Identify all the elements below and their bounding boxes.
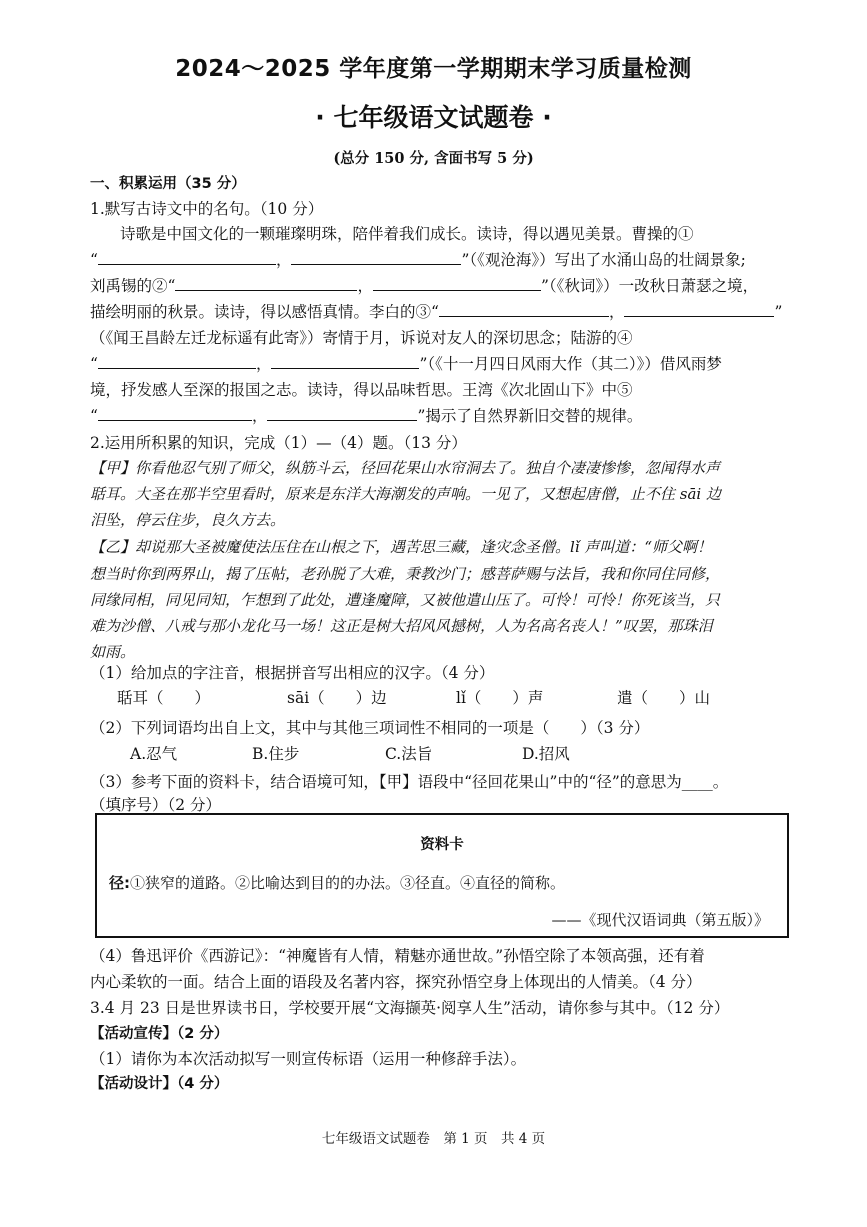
blank[interactable] (98, 352, 256, 369)
q2-sub1: （1）给加点的字注音，根据拼音写出相应的汉字。（4 分） (90, 664, 495, 682)
blank[interactable] (624, 300, 774, 317)
blank[interactable] (373, 274, 541, 291)
q1-line: “ ， ”（《十一月四日风雨大作（其二）》）借风雨梦 (90, 352, 722, 374)
blank[interactable] (175, 274, 357, 291)
q1-line: “ ， ”（《观沧海》）写出了水涌山岛的壮阔景象; (90, 248, 746, 270)
passage-jia-line: 【甲】你看他忍气别了师父，纵筋斗云，径回花果山水帘洞去了。独自个凄凄惨惨，忽闻得水声 (90, 459, 721, 477)
blank[interactable] (271, 352, 419, 369)
card-title: 资料卡 (420, 837, 464, 853)
blank[interactable] (291, 248, 461, 265)
passage-yi-line: 如雨。 (90, 643, 136, 661)
page-footer: 七年级语文试题卷 第 1 页 共 4 页 (321, 1131, 546, 1147)
activity-design-heading: 【活动设计】（4 分） (90, 1076, 229, 1092)
pinyin-item[interactable]: sāi（ ）边 (287, 689, 387, 707)
exam-subtitle: · 七年级语文试题卷 · (315, 103, 552, 132)
q1-line: 诗歌是中国文化的一颗璀璨明珠，陪伴着我们成长。读诗，得以遇见美景。曹操的① (120, 225, 694, 243)
passage-yi-line: 想当时你到两界山，揭了压帖，老孙脱了大难，秉教沙门；感菩萨赐与法旨，我和你同住同修， (90, 565, 721, 583)
score-note: (总分 150 分, 含面书写 5 分) (333, 150, 534, 167)
q2-sub2: （2）下列词语均出自上文，其中与其他三项词性不相同的一项是（ ）（3 分） (90, 719, 650, 737)
q1-line: 刘禹锡的②“ ， ”（《秋词》）一改秋日萧瑟之境， (90, 274, 758, 296)
passage-yi-line: 同缘同相，同见同知，乍想到了此处，遭逢魔障，又被他遣山压了。可怜！可怜！你死该当，只 (90, 591, 721, 609)
blank[interactable] (98, 248, 276, 265)
pinyin-item[interactable]: lǐ（ ）声 (456, 689, 544, 707)
q2-sub3: （填序号）（2 分） (90, 796, 222, 814)
q2-sub4: （4）鲁迅评价《西游记》：“神魔皆有人情，精魅亦通世故。”孙悟空除了本领高强，还有着 (90, 947, 705, 965)
blank[interactable] (439, 300, 609, 317)
q1-line: （《闻王昌龄左迁龙标遥有此寄》）寄情于月，诉说对友人的深切思念；陆游的④ (90, 329, 633, 347)
exam-title: 2024～2025 学年度第一学期期末学习质量检测 (175, 56, 692, 82)
blank[interactable] (98, 404, 252, 421)
q1-line: 境，抒发感人至深的报国之志。读诗，得以品味哲思。王湾《次北固山下》中⑤ (90, 381, 633, 399)
pinyin-item[interactable]: 聒耳（ ） (117, 689, 211, 707)
pinyin-item[interactable]: 遣（ ）山 (617, 689, 711, 707)
q2-sub4: 内心柔软的一面。结合上面的语段及名著内容，探究孙悟空身上体现出的人情美。（4 分） (90, 973, 702, 991)
reference-card (95, 813, 789, 938)
q3-sub1: （1）请你为本次活动拟写一则宣传标语（运用一种修辞手法）。 (90, 1050, 527, 1068)
blank[interactable] (267, 404, 417, 421)
q1-stem: 1.默写古诗文中的名句。（10 分） (90, 200, 324, 218)
passage-yi-line: 难为沙僧、八戒与那小龙化马一场！这正是树大招风风撼树，人为名高名丧人！”叹罢，那珠泪 (90, 617, 713, 635)
passage-yi-line: 【乙】却说那大圣被魔使法压住在山根之下，遇苦思三藏，逢灾念圣僧。lǐ 声叫道：“师父啊！ (90, 538, 713, 556)
passage-jia-line: 聒耳。大圣在那半空里看时，原来是东洋大海潮发的声响。一见了，又想起唐僧，止不住 sāi 边 (90, 485, 721, 503)
q3-stem: 3.4 月 23 日是世界读书日，学校要开展“文海撷英·阅享人生”活动，请你参与其中。（12 分） (90, 999, 730, 1017)
choice-option[interactable]: A.忍气 (130, 745, 178, 763)
q1-line: “ ， ”揭示了自然界新旧交替的规律。 (90, 404, 642, 426)
card-source: ——《现代汉语词典（第五版）》 (551, 911, 769, 929)
q2-sub3: （3）参考下面的资料卡，结合语境可知，【甲】语段中“径回花果山”中的“径”的意思为____。 (90, 773, 729, 791)
passage-jia-line: 泪坠，停云住步，良久方去。 (90, 511, 286, 529)
card-definition: 径:①狭窄的道路。②比喻达到目的的办法。③径直。④直径的简称。 (109, 874, 566, 892)
q1-line: 描绘明丽的秋景。读诗，得以感悟真情。李白的③“ ， ” (90, 300, 782, 322)
choice-option[interactable]: C.法旨 (385, 745, 433, 763)
choice-option[interactable]: D.招风 (522, 745, 570, 763)
choice-option[interactable]: B.住步 (252, 745, 300, 763)
q2-stem: 2.运用所积累的知识，完成（1）—（4）题。（13 分） (90, 434, 467, 452)
activity-promo-heading: 【活动宣传】（2 分） (90, 1026, 229, 1042)
section-heading: 一、积累运用（35 分） (90, 176, 246, 192)
